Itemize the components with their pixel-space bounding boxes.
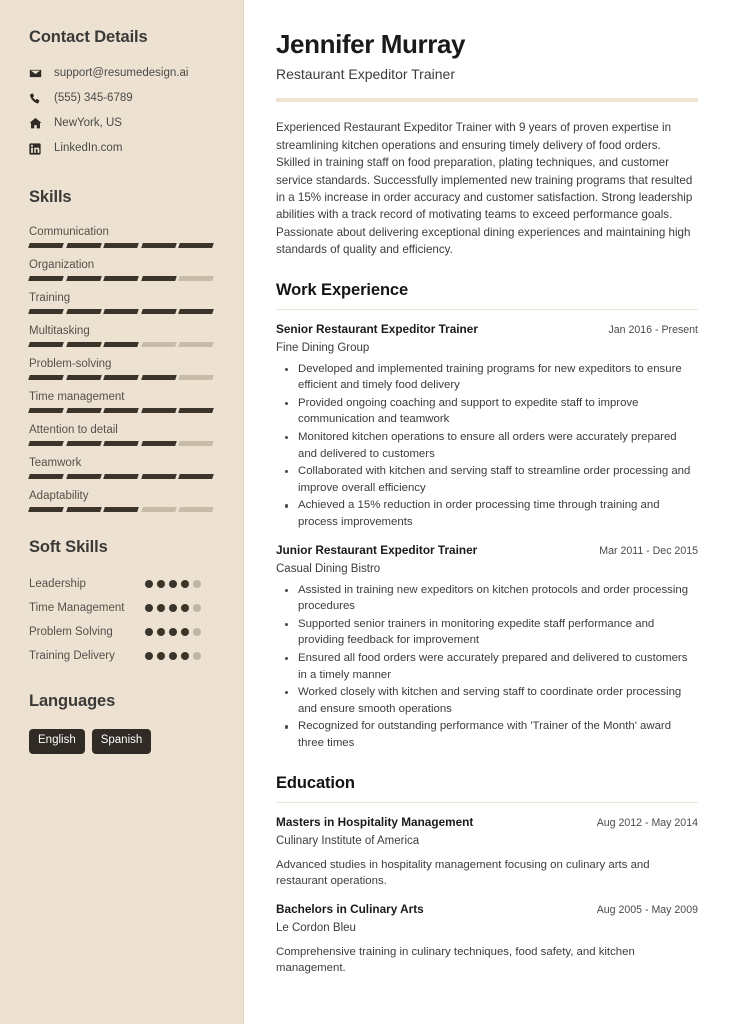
soft-skills-list bbox=[29, 575, 215, 665]
skill-bar-segment bbox=[141, 309, 176, 314]
entry-date: Jan 2016 - Present bbox=[608, 323, 698, 336]
work-experience-entries bbox=[276, 322, 698, 752]
entry-bullet-list bbox=[276, 361, 698, 531]
entry-bullet: Supported senior trainers in monitoring expedite staff performance and providing feedback for improvement bbox=[276, 616, 698, 649]
work-experience-section bbox=[276, 281, 698, 752]
skill-bar-segment bbox=[179, 342, 214, 347]
rating-dot bbox=[193, 580, 201, 588]
skill-bar-segment bbox=[66, 507, 101, 512]
skills-heading: Skills bbox=[29, 188, 72, 206]
skill-bar-segment bbox=[141, 474, 176, 479]
skill-item bbox=[29, 225, 215, 248]
skill-label: Communication bbox=[29, 226, 109, 238]
skill-level-bar bbox=[29, 441, 213, 446]
rating-dot bbox=[169, 652, 177, 660]
skill-bar-segment bbox=[103, 276, 138, 281]
skill-bar-segment bbox=[28, 408, 63, 413]
skill-bar-segment bbox=[66, 408, 101, 413]
skill-bar-segment bbox=[141, 243, 176, 248]
candidate-job-title: Restaurant Expeditor Trainer bbox=[276, 65, 455, 82]
entry-bullet-list bbox=[276, 582, 698, 752]
skill-item bbox=[29, 258, 215, 281]
rating-dot bbox=[193, 652, 201, 660]
skills-list bbox=[29, 225, 215, 512]
skill-bar-segment bbox=[103, 441, 138, 446]
skill-bar-segment bbox=[141, 342, 176, 347]
rating-dot bbox=[157, 652, 165, 660]
skill-level-bar bbox=[29, 342, 213, 347]
skill-bar-segment bbox=[66, 243, 101, 248]
entry-organization: Casual Dining Bistro bbox=[276, 562, 381, 575]
skill-level-bar bbox=[29, 474, 213, 479]
entry-bullet: Monitored kitchen operations to ensure all orders were accurately prepared and delivered to customers bbox=[276, 429, 698, 462]
entry-organization: Culinary Institute of America bbox=[276, 834, 420, 847]
rating-dot bbox=[169, 628, 177, 636]
resume-entry bbox=[276, 543, 698, 752]
skill-label: Organization bbox=[29, 259, 95, 271]
rating-dot bbox=[157, 604, 165, 612]
skill-bar-segment bbox=[66, 474, 101, 479]
skill-bar-segment bbox=[179, 375, 214, 380]
contact-item-text: support@resumedesign.ai bbox=[54, 67, 189, 79]
skill-bar-segment bbox=[103, 309, 138, 314]
soft-skill-item bbox=[29, 599, 215, 617]
contact-list bbox=[29, 65, 215, 157]
education-entries bbox=[276, 815, 698, 977]
main-column bbox=[244, 0, 730, 1024]
entry-bullet: Assisted in training new expeditors on kitchen protocols and order processing procedures bbox=[276, 582, 698, 615]
skill-bar-segment bbox=[179, 276, 214, 281]
skill-level-bar bbox=[29, 507, 213, 512]
soft-skill-label: Problem Solving bbox=[29, 626, 113, 638]
skill-bar-segment bbox=[179, 441, 214, 446]
contact-item-text: LinkedIn.com bbox=[54, 142, 123, 154]
soft-skill-rating bbox=[145, 623, 201, 636]
skill-bar-segment bbox=[141, 507, 176, 512]
skill-bar-segment bbox=[103, 342, 138, 347]
rating-dot bbox=[169, 580, 177, 588]
education-section bbox=[276, 774, 698, 977]
soft-skill-label: Time Management bbox=[29, 602, 125, 614]
skill-item bbox=[29, 423, 215, 446]
rating-dot bbox=[157, 580, 165, 588]
contact-item[interactable] bbox=[29, 140, 215, 157]
skill-bar-segment bbox=[66, 342, 101, 347]
skill-bar-segment bbox=[179, 474, 214, 479]
skill-bar-segment bbox=[141, 441, 176, 446]
header-divider bbox=[276, 98, 698, 102]
education-heading: Education bbox=[276, 774, 698, 803]
skill-bar-segment bbox=[28, 375, 63, 380]
skill-item bbox=[29, 324, 215, 347]
entry-bullet: Collaborated with kitchen and serving staff to streamline order processing and improve overall efficiency bbox=[276, 463, 698, 496]
entry-bullet: Recognized for outstanding performance with 'Trainer of the Month' award three times bbox=[276, 718, 698, 751]
rating-dot bbox=[181, 580, 189, 588]
skill-bar-segment bbox=[141, 408, 176, 413]
rating-dot bbox=[169, 604, 177, 612]
entry-date: Mar 2011 - Dec 2015 bbox=[599, 544, 698, 557]
languages-list bbox=[29, 729, 215, 754]
entry-date: Aug 2005 - May 2009 bbox=[596, 903, 698, 916]
rating-dot bbox=[145, 580, 153, 588]
contact-item[interactable] bbox=[29, 115, 215, 132]
skill-item bbox=[29, 489, 215, 512]
skill-bar-segment bbox=[28, 441, 63, 446]
entry-description: Comprehensive training in culinary techniques, food safety, and kitchen management. bbox=[276, 945, 635, 975]
entry-title: Masters in Hospitality Management bbox=[276, 814, 474, 829]
language-tag[interactable]: Spanish bbox=[92, 729, 152, 754]
entry-bullet: Ensured all food orders were accurately prepared and delivered to customers in a timely manner bbox=[276, 650, 698, 683]
soft-skill-label: Training Delivery bbox=[29, 650, 115, 662]
skill-bar-segment bbox=[179, 408, 214, 413]
entry-title: Bachelors in Culinary Arts bbox=[276, 901, 424, 916]
rating-dot bbox=[181, 628, 189, 636]
skill-item bbox=[29, 456, 215, 479]
candidate-name: Jennifer Murray bbox=[276, 29, 466, 59]
skill-bar-segment bbox=[141, 375, 176, 380]
skill-bar-segment bbox=[66, 276, 101, 281]
contact-item-text: (555) 345-6789 bbox=[54, 92, 133, 104]
skill-bar-segment bbox=[66, 309, 101, 314]
soft-skill-rating bbox=[145, 599, 201, 612]
entry-bullet: Developed and implemented training programs for new expeditors to ensure efficient and timely food delivery bbox=[276, 361, 698, 394]
skill-level-bar bbox=[29, 243, 213, 248]
resume-entry bbox=[276, 815, 698, 890]
skill-bar-segment bbox=[28, 309, 63, 314]
skill-label: Adaptability bbox=[29, 490, 89, 502]
skill-label: Time management bbox=[29, 391, 125, 403]
rating-dot bbox=[181, 604, 189, 612]
skill-item bbox=[29, 390, 215, 413]
rating-dot bbox=[193, 604, 201, 612]
skill-bar-segment bbox=[103, 243, 138, 248]
entry-date: Aug 2012 - May 2014 bbox=[596, 816, 698, 829]
soft-skill-item bbox=[29, 575, 215, 593]
work-experience-heading: Work Experience bbox=[276, 281, 698, 310]
skill-bar-segment bbox=[66, 375, 101, 380]
soft-skill-rating bbox=[145, 575, 201, 588]
skill-level-bar bbox=[29, 276, 213, 281]
entry-header bbox=[276, 543, 698, 559]
skill-item bbox=[29, 357, 215, 380]
entry-bullet: Achieved a 15% reduction in order processing time through training and process improvements bbox=[276, 497, 698, 530]
skill-level-bar bbox=[29, 375, 213, 380]
skill-bar-segment bbox=[141, 276, 176, 281]
professional-summary: Experienced Restaurant Expeditor Trainer with 9 years of proven expertise in streamlining kitchen operations and ensuring timely delivery of food orders. Skilled in training staff on food preparation, plating techniques, and customer service standards. Successfully implemented new training programs that resulted in a 15% increase in order accuracy and customer satisfaction. Strong leadership abilities with a track record of motivating teams to exceed performance goals. Passionate about delivering exceptional dining experiences and maintaining high standards of quality and efficiency. bbox=[276, 121, 693, 257]
soft-skill-rating bbox=[145, 647, 201, 660]
entry-bullet: Worked closely with kitchen and serving staff to coordinate order processing and ensure smooth operations bbox=[276, 684, 698, 717]
skill-bar-segment bbox=[28, 474, 63, 479]
phone-icon bbox=[29, 92, 46, 105]
soft-skill-item bbox=[29, 647, 215, 665]
skill-bar-segment bbox=[103, 507, 138, 512]
skill-bar-segment bbox=[66, 441, 101, 446]
skill-item bbox=[29, 291, 215, 314]
skill-bar-segment bbox=[103, 375, 138, 380]
rating-dot bbox=[181, 652, 189, 660]
entry-header bbox=[276, 322, 698, 338]
skill-bar-segment bbox=[28, 276, 63, 281]
linkedin-icon bbox=[29, 143, 46, 155]
skill-bar-segment bbox=[179, 507, 214, 512]
entry-title: Senior Restaurant Expeditor Trainer bbox=[276, 321, 478, 336]
entry-organization: Le Cordon Bleu bbox=[276, 921, 356, 934]
contact-item[interactable] bbox=[29, 90, 215, 107]
skill-bar-segment bbox=[103, 474, 138, 479]
soft-skill-item bbox=[29, 623, 215, 641]
skill-label: Problem-solving bbox=[29, 358, 112, 370]
soft-skills-heading: Soft Skills bbox=[29, 538, 108, 556]
soft-skill-label: Leadership bbox=[29, 578, 86, 590]
skill-label: Attention to detail bbox=[29, 424, 118, 436]
languages-heading: Languages bbox=[29, 692, 116, 710]
entry-header bbox=[276, 902, 698, 918]
rating-dot bbox=[145, 652, 153, 660]
resume-entry bbox=[276, 322, 698, 531]
skill-bar-segment bbox=[179, 309, 214, 314]
skill-bar-segment bbox=[179, 243, 214, 248]
skill-label: Training bbox=[29, 292, 71, 304]
rating-dot bbox=[157, 628, 165, 636]
skill-level-bar bbox=[29, 309, 213, 314]
home-icon bbox=[29, 117, 46, 130]
skill-bar-segment bbox=[103, 408, 138, 413]
skill-bar-segment bbox=[28, 342, 63, 347]
contact-item[interactable] bbox=[29, 65, 215, 82]
entry-bullet: Provided ongoing coaching and support to expedite staff to improve communication and teamwork bbox=[276, 395, 698, 428]
skill-label: Multitasking bbox=[29, 325, 90, 337]
skill-bar-segment bbox=[28, 507, 63, 512]
skill-label: Teamwork bbox=[29, 457, 82, 469]
entry-header bbox=[276, 815, 698, 831]
envelope-icon bbox=[29, 67, 46, 80]
language-tag[interactable]: English bbox=[29, 729, 85, 754]
skill-bar-segment bbox=[28, 243, 63, 248]
contact-details-heading: Contact Details bbox=[29, 28, 148, 46]
rating-dot bbox=[145, 604, 153, 612]
entry-organization: Fine Dining Group bbox=[276, 341, 370, 354]
resume-entry bbox=[276, 902, 698, 977]
skill-level-bar bbox=[29, 408, 213, 413]
entry-description: Advanced studies in hospitality management focusing on culinary arts and restaurant operations. bbox=[276, 858, 650, 888]
rating-dot bbox=[193, 628, 201, 636]
entry-title: Junior Restaurant Expeditor Trainer bbox=[276, 542, 478, 557]
rating-dot bbox=[145, 628, 153, 636]
sidebar bbox=[0, 0, 244, 1024]
contact-item-text: NewYork, US bbox=[54, 117, 122, 129]
